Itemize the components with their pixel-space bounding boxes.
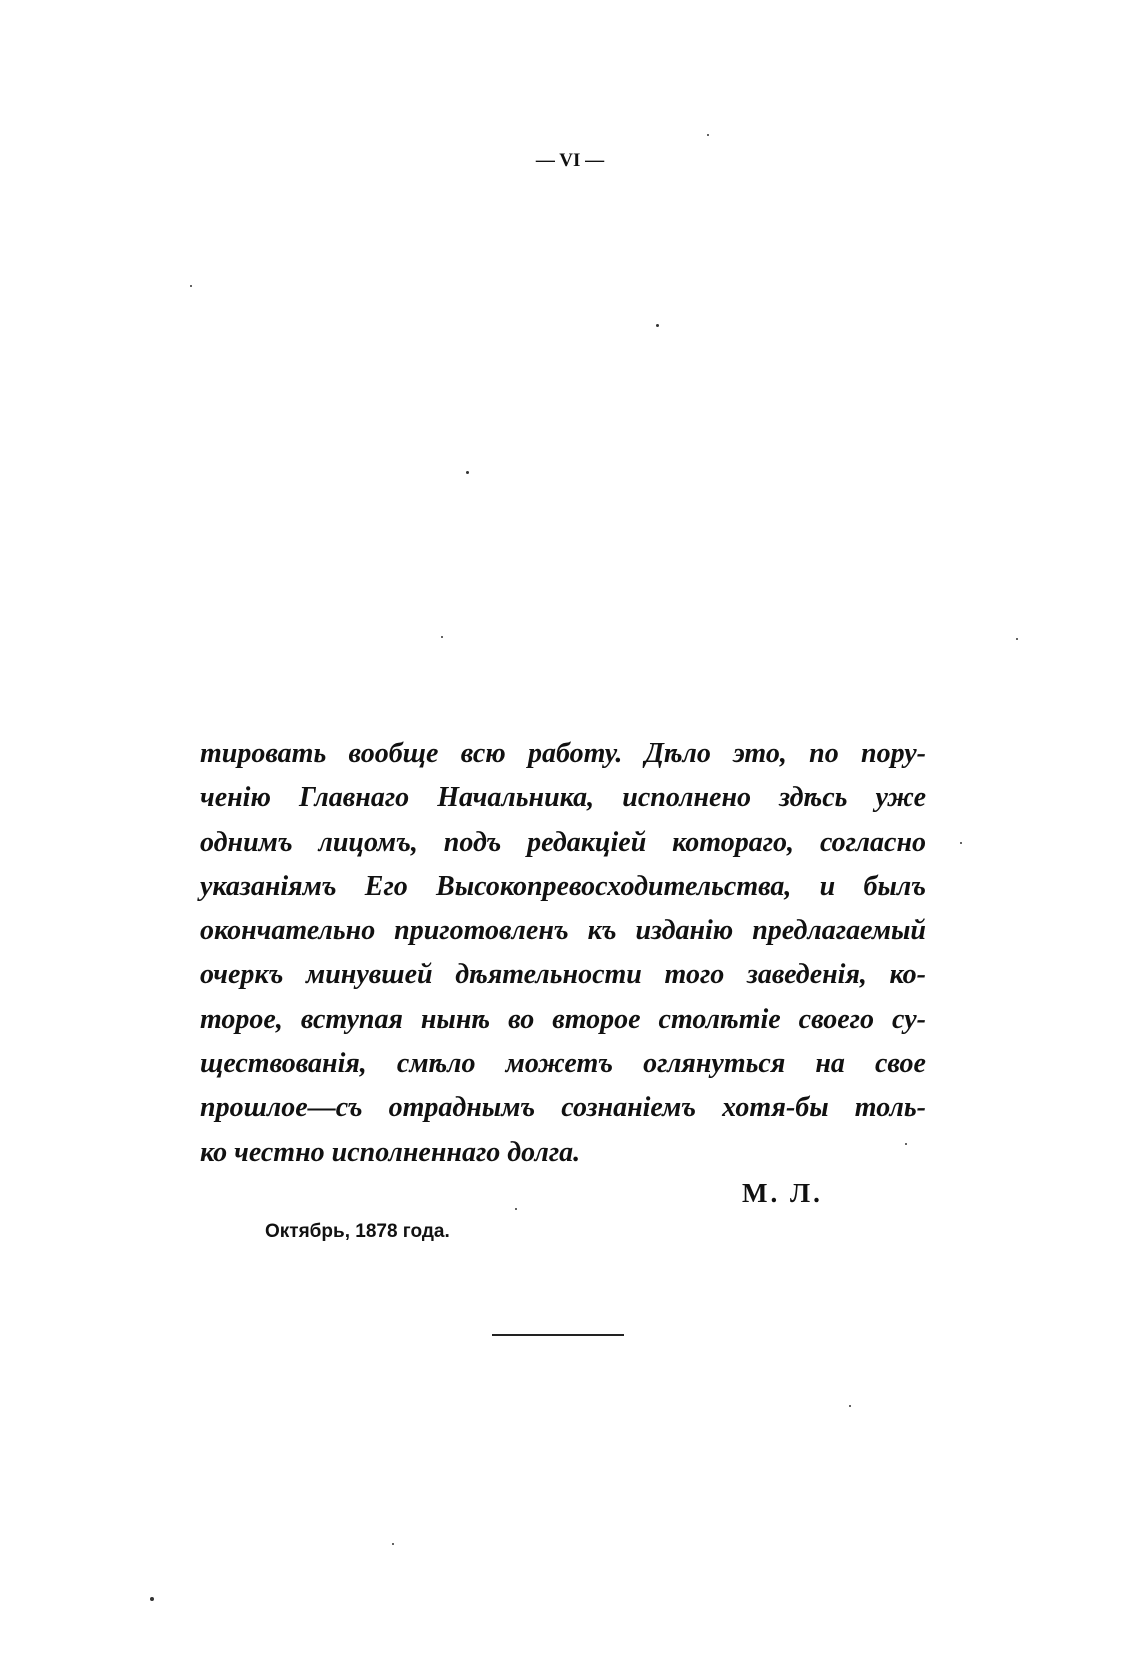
scan-speck <box>466 471 469 474</box>
author-signature: М. Л. <box>742 1178 823 1208</box>
text-line: тировать вообще всю работу. Дѣло это, по пору- <box>200 738 926 769</box>
text-line: указаніямъ Его Высокопревосходительства, и былъ <box>200 870 926 902</box>
scan-speck <box>849 1405 851 1407</box>
scan-speck <box>1016 638 1018 640</box>
text-line: торое, вступая нынѣ во второе столѣтіе своего су- <box>200 1003 926 1035</box>
scan-speck <box>656 324 659 327</box>
scan-speck <box>190 285 192 287</box>
scan-speck <box>441 636 443 638</box>
scan-speck <box>515 1208 517 1210</box>
text-line: ществованія, смѣло можетъ оглянуться на свое <box>200 1048 926 1080</box>
page-number-header: — VI — <box>535 150 605 171</box>
body-paragraph <box>200 732 926 1175</box>
scan-speck <box>905 1143 907 1145</box>
scan-speck <box>960 842 962 844</box>
text-line: однимъ лицомъ, подъ редакціей котораго, согласно <box>200 826 926 858</box>
text-line: очеркъ минувшей дѣятельности того заведенія, ко- <box>200 959 926 991</box>
date-line: Октябрь, 1878 года. <box>265 1221 450 1242</box>
scan-speck <box>392 1543 394 1545</box>
end-divider <box>492 1334 624 1336</box>
scan-speck <box>150 1597 154 1601</box>
text-line: окончательно приготовленъ къ изданію предлагаемый <box>200 915 926 947</box>
text-line: прошлое—съ отраднымъ сознаніемъ хотя-бы толь- <box>200 1092 926 1124</box>
text-line: ко честно исполненнаго долга. <box>200 1136 581 1168</box>
text-line: ченію Главнаго Начальника, исполнено здѣсь уже <box>200 782 926 814</box>
scan-speck <box>707 134 709 136</box>
